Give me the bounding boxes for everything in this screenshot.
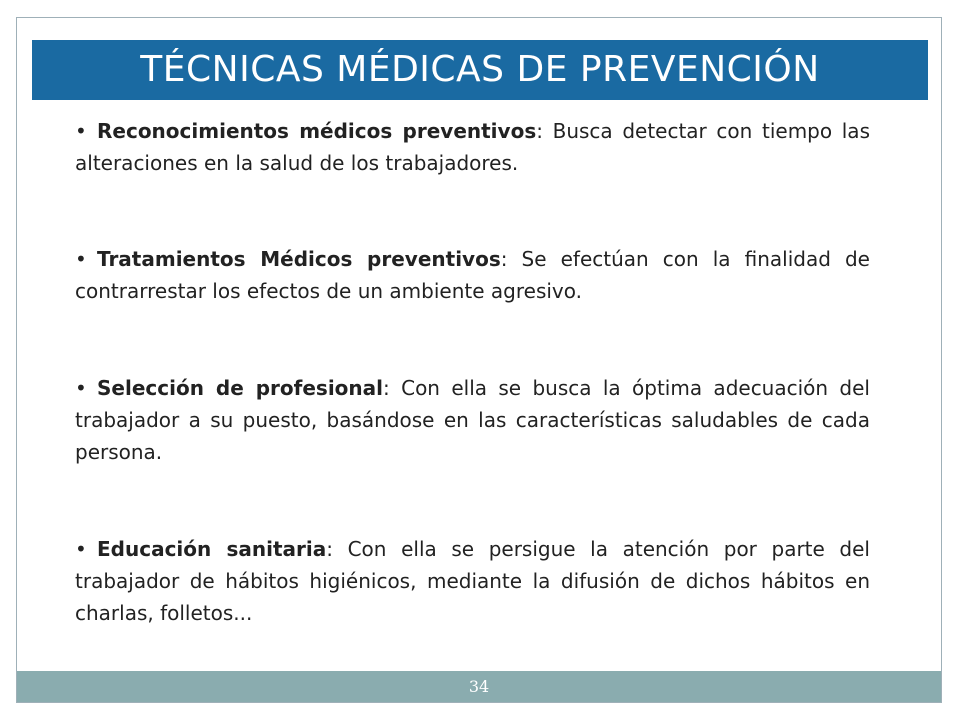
item-term: Selección de profesional bbox=[97, 376, 384, 400]
item-text: : Busca detectar con tiempo las alteraciones en la salud de los trabajadores. bbox=[75, 119, 870, 175]
item-text: : Se efectúan con la finalidad de contrarrestar los efectos de un ambiente agresivo. bbox=[75, 247, 870, 303]
footer-bar bbox=[17, 671, 941, 702]
bullet-icon: • bbox=[75, 537, 87, 561]
list-item bbox=[75, 533, 870, 629]
list-item bbox=[75, 115, 870, 179]
bullet-icon: • bbox=[75, 376, 87, 400]
item-term: Tratamientos Médicos preventivos bbox=[97, 247, 501, 271]
slide-title: TÉCNICAS MÉDICAS DE PREVENCIÓN bbox=[140, 49, 820, 90]
page-number: 34 bbox=[468, 677, 490, 696]
bullet-icon: • bbox=[75, 119, 87, 143]
title-bar bbox=[32, 40, 928, 100]
bullet-icon: • bbox=[75, 247, 87, 271]
item-term: Reconocimientos médicos preventivos bbox=[97, 119, 537, 143]
item-text: : Con ella se persigue la atención por parte del trabajador de hábitos higiénicos, mediante la difusión de dichos hábitos en charlas, folletos... bbox=[75, 537, 870, 625]
item-text: : Con ella se busca la óptima adecuación del trabajador a su puesto, basándose en las características saludables de cada persona. bbox=[75, 376, 870, 464]
list-item bbox=[75, 243, 870, 307]
item-term: Educación sanitaria bbox=[97, 537, 327, 561]
list-item bbox=[75, 372, 870, 468]
